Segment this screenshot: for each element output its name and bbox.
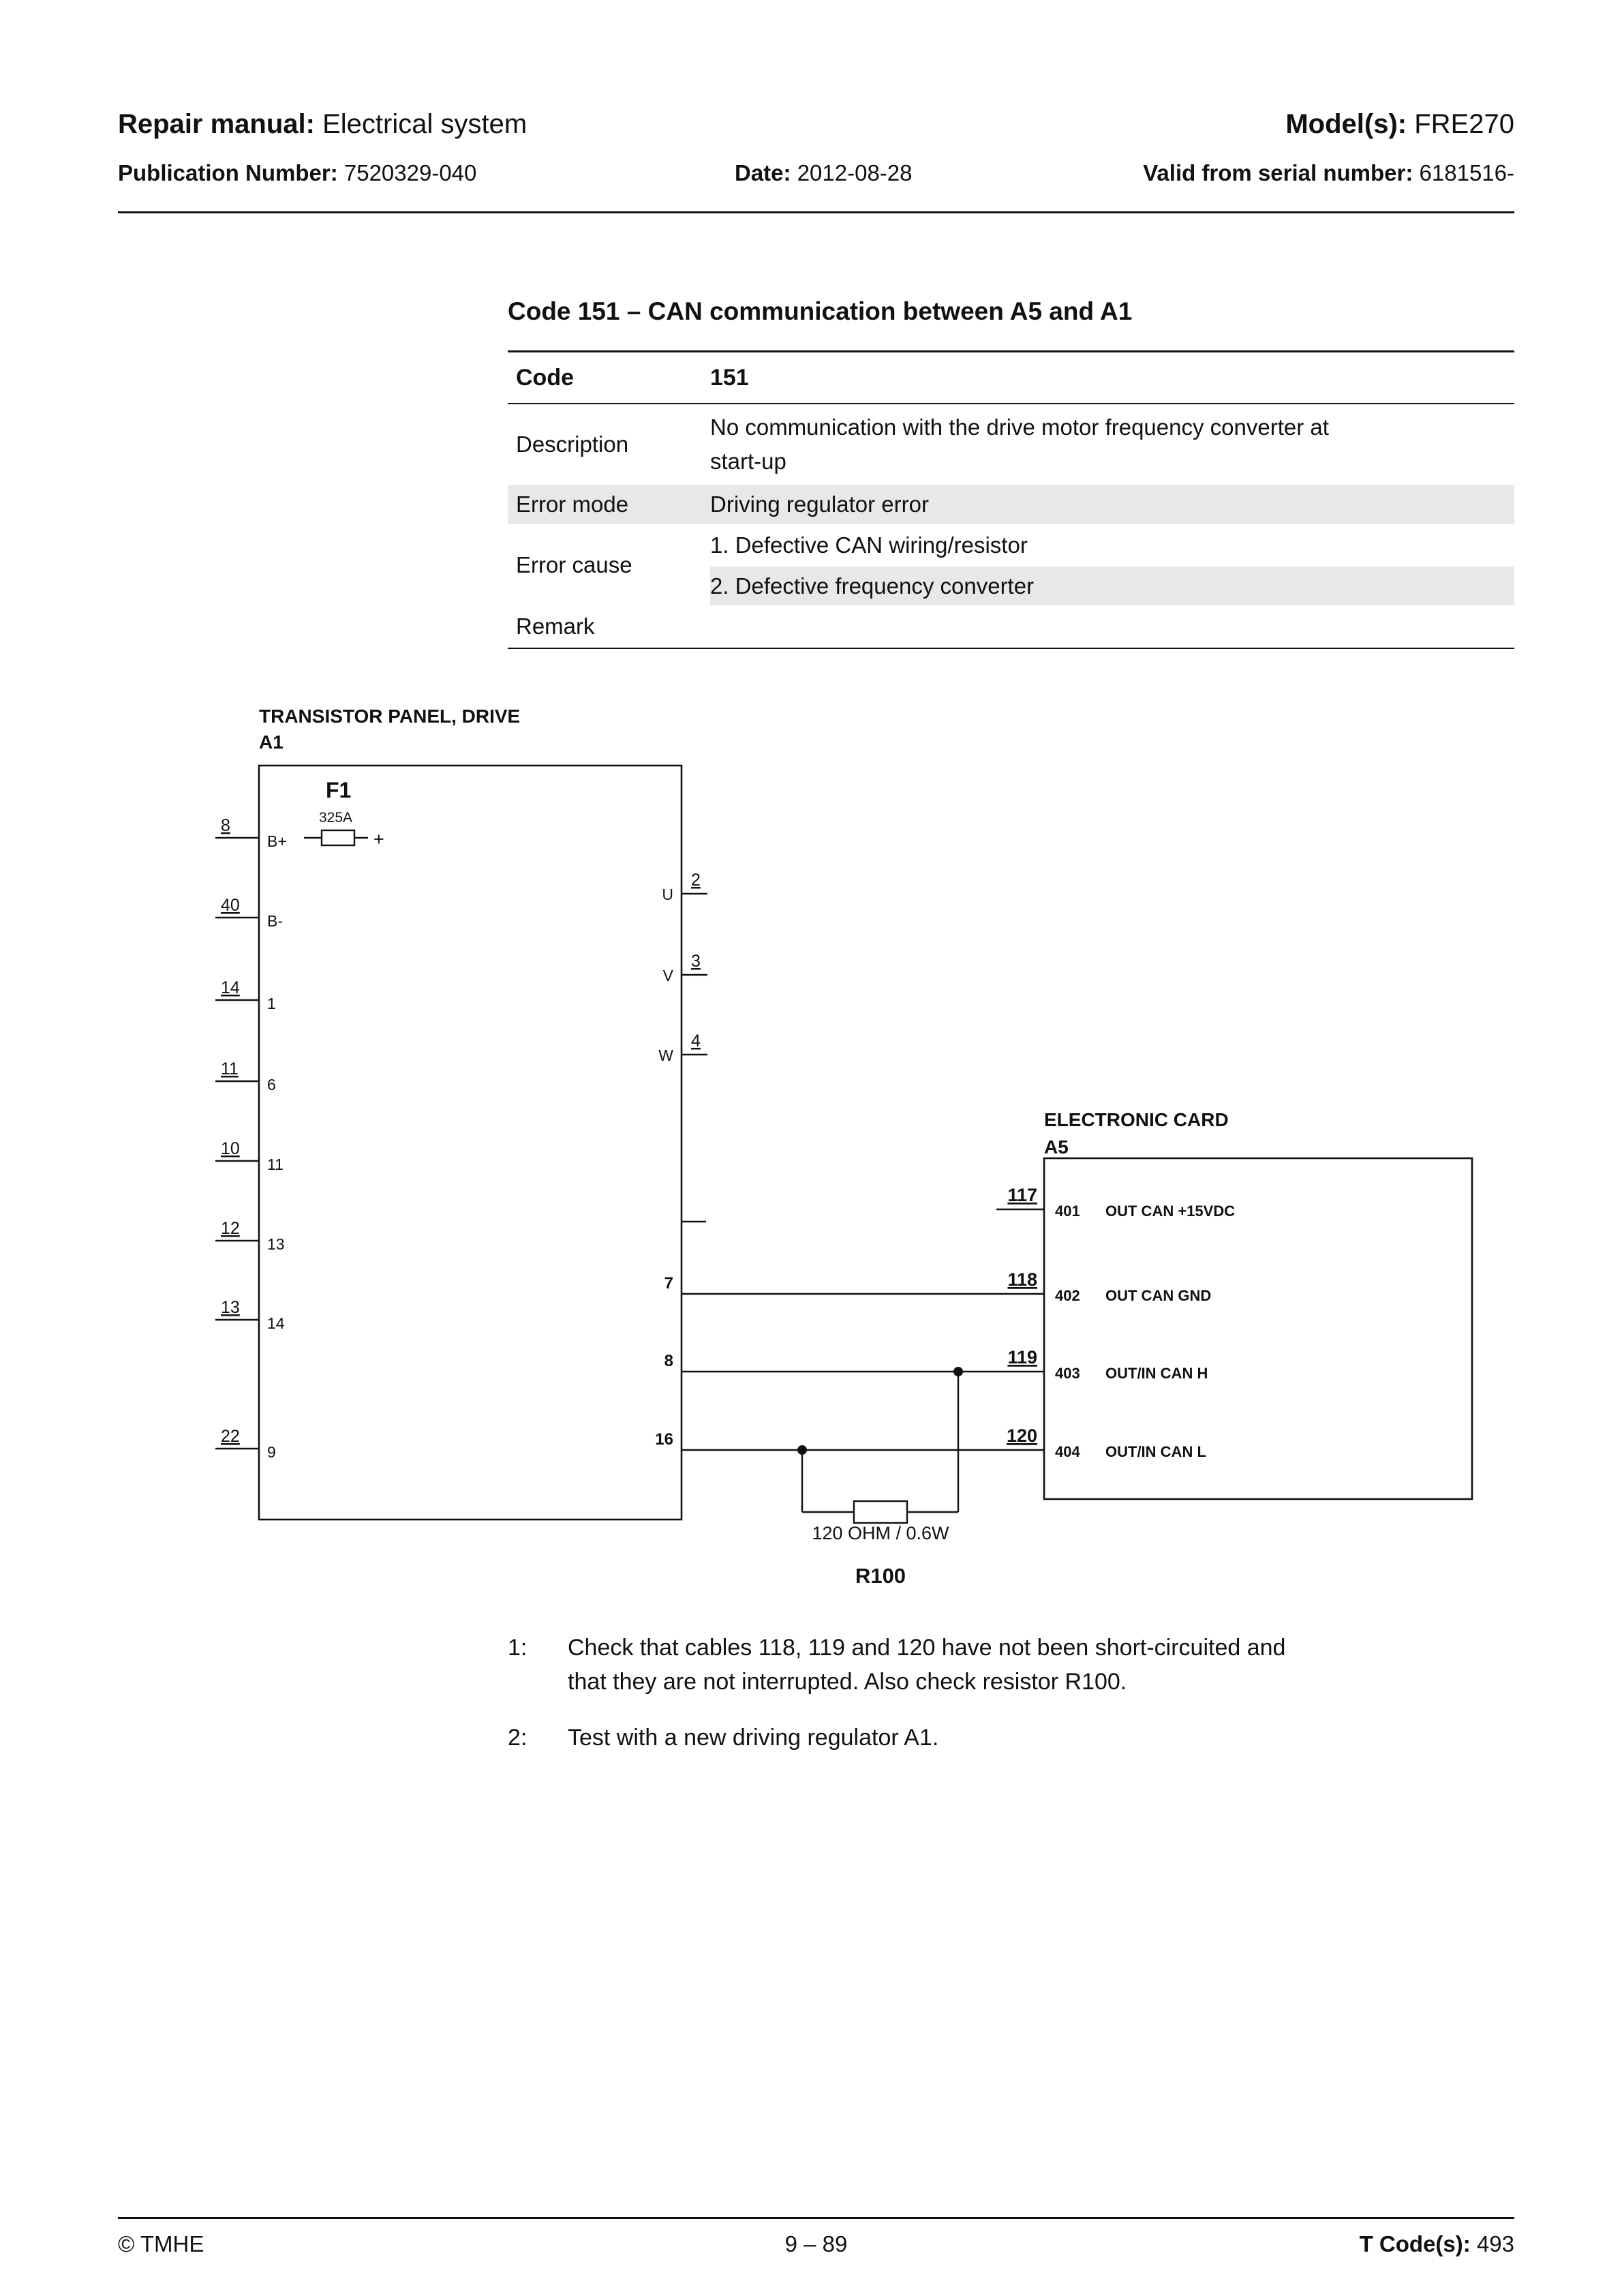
row-label-error-cause: Error cause bbox=[516, 552, 632, 577]
wire-number: 2 bbox=[691, 871, 701, 890]
a5-title: ELECTRONIC CARD bbox=[1044, 1109, 1229, 1130]
wire-number: 11 bbox=[221, 1059, 239, 1078]
wire-number: 12 bbox=[221, 1219, 240, 1238]
row-value-code: 151 bbox=[710, 364, 749, 391]
pin-label: U bbox=[662, 886, 673, 903]
row-label-error-mode: Error mode bbox=[516, 492, 629, 517]
pin-label: B+ bbox=[267, 832, 287, 850]
note-line: Test with a new driving regulator A1. bbox=[568, 1725, 939, 1751]
resistor-symbol bbox=[854, 1501, 907, 1523]
cable-number: 118 bbox=[1007, 1269, 1037, 1290]
wire-number: 8 bbox=[221, 816, 230, 835]
page-footer bbox=[118, 2231, 1514, 2258]
serial-label: Valid from serial number: bbox=[1143, 160, 1413, 185]
a5-pin-label: OUT/IN CAN H bbox=[1105, 1365, 1208, 1382]
date-value: 2012-08-28 bbox=[797, 160, 913, 185]
resistor-name: R100 bbox=[855, 1564, 906, 1588]
pin-label: V bbox=[662, 967, 673, 984]
resistor-value: 120 OHM / 0.6W bbox=[812, 1523, 949, 1543]
t-code bbox=[1360, 2231, 1514, 2258]
wire-number: 4 bbox=[691, 1031, 701, 1051]
a5-pin-number: 402 bbox=[1055, 1287, 1080, 1304]
wire-number: 13 bbox=[221, 1298, 240, 1317]
pin-label: 1 bbox=[267, 995, 276, 1012]
note-line: that they are not interrupted. Also check resistor R100. bbox=[568, 1669, 1127, 1695]
error-cause-1: 1. Defective CAN wiring/resistor bbox=[710, 532, 1028, 558]
model-label: Model(s): bbox=[1285, 109, 1407, 139]
a1-name: A1 bbox=[259, 731, 284, 753]
section-title: Code 151 – CAN communication between A5 and A1 bbox=[508, 297, 1133, 325]
fuse-rating: 325A bbox=[319, 810, 353, 826]
resistor-r100 bbox=[797, 1367, 963, 1588]
wire-number: 3 bbox=[691, 952, 701, 971]
a5-pin-number: 404 bbox=[1055, 1443, 1080, 1460]
pin-label: 11 bbox=[267, 1155, 284, 1173]
pin-label: 14 bbox=[267, 1314, 285, 1332]
publication-value: 7520329-040 bbox=[343, 160, 477, 185]
cable-number: 119 bbox=[1007, 1347, 1037, 1368]
description-line-2: start-up bbox=[710, 449, 786, 474]
pin-label: 6 bbox=[267, 1076, 276, 1093]
row-label-description: Description bbox=[516, 432, 629, 457]
note-number: 1: bbox=[508, 1635, 527, 1661]
pin-label: 9 bbox=[267, 1443, 276, 1461]
date-label: Date: bbox=[735, 160, 791, 185]
wire-number: 40 bbox=[221, 896, 240, 915]
notes bbox=[508, 1631, 1544, 1777]
serial-value: 6181516- bbox=[1419, 160, 1514, 185]
pin-label: W bbox=[658, 1046, 673, 1064]
a5-pins bbox=[1055, 1203, 1235, 1460]
description-line-1: No communication with the drive motor frequency converter at bbox=[710, 414, 1329, 440]
a5-name: A5 bbox=[1044, 1136, 1069, 1158]
note-text bbox=[568, 1631, 1285, 1699]
a5-pin-number: 401 bbox=[1055, 1203, 1080, 1220]
copyright: © TMHE bbox=[118, 2231, 204, 2256]
wire-number: 22 bbox=[221, 1427, 240, 1446]
a5-pin-label: OUT CAN GND bbox=[1105, 1287, 1212, 1304]
a1-motor-pins bbox=[658, 871, 707, 1064]
note-1 bbox=[508, 1631, 1544, 1699]
a5-pin-number: 403 bbox=[1055, 1365, 1080, 1382]
a1-pin-number: 7 bbox=[664, 1274, 673, 1293]
a5-pin-label: OUT CAN +15VDC bbox=[1105, 1203, 1236, 1220]
a1-title: TRANSISTOR PANEL, DRIVE bbox=[259, 706, 521, 727]
note-text bbox=[568, 1721, 938, 1755]
can-wires bbox=[655, 1185, 1044, 1450]
doc-type-value: Electrical system bbox=[322, 109, 527, 139]
error-cause-2: 2. Defective frequency converter bbox=[710, 567, 1514, 605]
a1-pin-number: 16 bbox=[655, 1430, 673, 1449]
fuse-name: F1 bbox=[326, 778, 352, 802]
cable-number: 117 bbox=[1007, 1185, 1037, 1205]
row-value-error-mode: Driving regulator error bbox=[710, 492, 929, 517]
note-line: Check that cables 118, 119 and 120 have not been short-circuited and bbox=[568, 1635, 1286, 1661]
a1-pin-number: 8 bbox=[664, 1352, 673, 1370]
pin-label: B- bbox=[267, 912, 283, 930]
fuse-symbol bbox=[322, 830, 354, 845]
fuse-plus: + bbox=[373, 829, 384, 849]
row-label-remark: Remark bbox=[516, 614, 595, 639]
model-value: FRE270 bbox=[1414, 109, 1514, 139]
note-number: 2: bbox=[508, 1725, 527, 1751]
page-number: 9 – 89 bbox=[784, 2231, 848, 2256]
publication-label: Publication Number: bbox=[118, 160, 338, 185]
a1-left-pins bbox=[215, 816, 287, 1461]
a5-pin-label: OUT/IN CAN L bbox=[1105, 1443, 1206, 1460]
doc-type-label: Repair manual: bbox=[118, 109, 315, 139]
footer-divider bbox=[118, 2217, 1514, 2219]
wire-number: 14 bbox=[221, 978, 240, 997]
t-code-label: T Code(s): bbox=[1359, 2231, 1471, 2256]
a1-box bbox=[259, 766, 682, 1520]
t-code-value: 493 bbox=[1476, 2231, 1514, 2256]
pin-label: 13 bbox=[267, 1235, 285, 1253]
wire-number: 10 bbox=[221, 1139, 240, 1158]
note-2 bbox=[508, 1721, 1544, 1755]
row-label-code: Code bbox=[516, 364, 574, 391]
cable-number: 120 bbox=[1006, 1425, 1037, 1446]
